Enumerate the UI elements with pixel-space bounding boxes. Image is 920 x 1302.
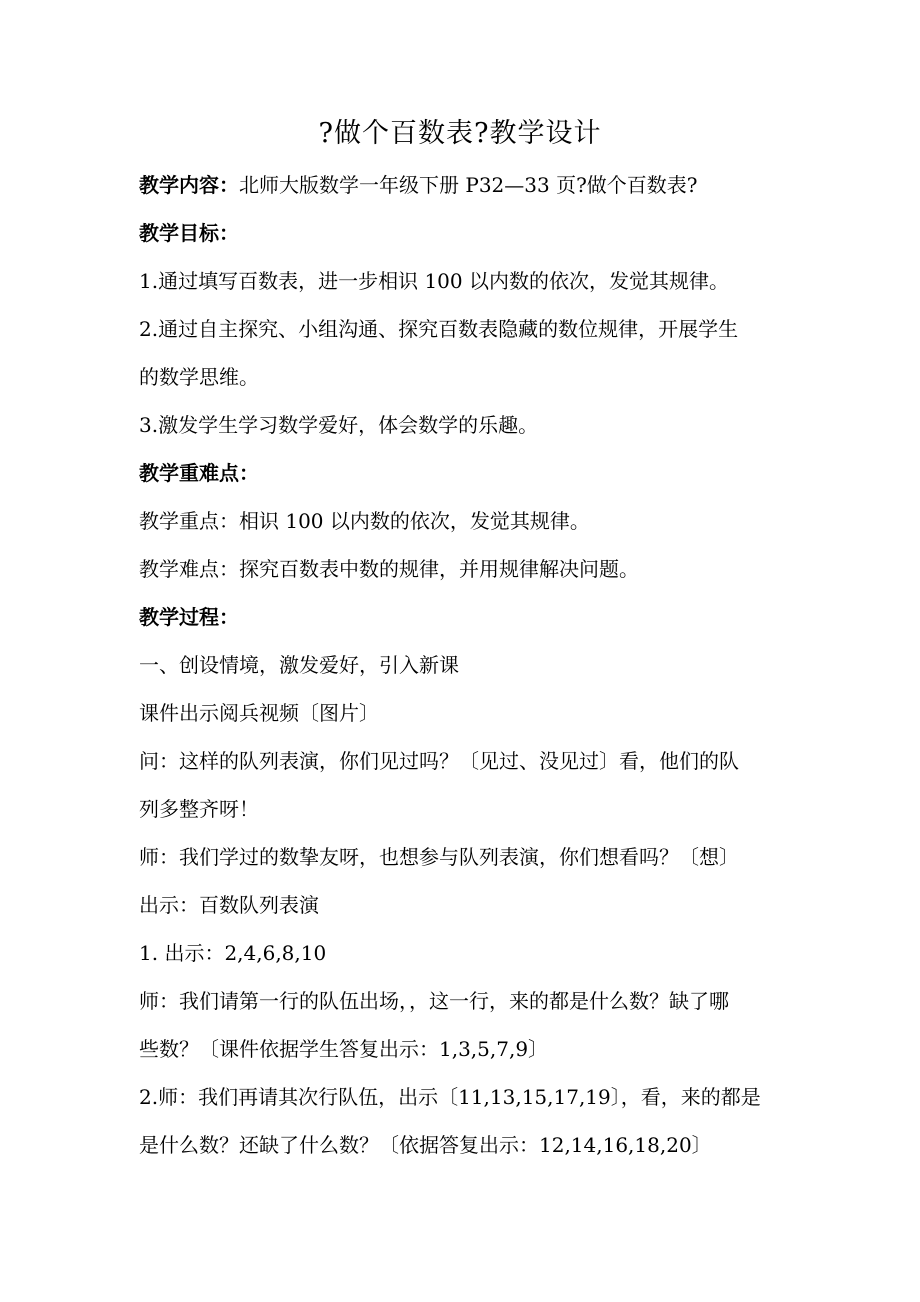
process-paragraph-7-line-2: 是什么数？还缺了什么数？〔依据答复出示：12,14,16,18,20〕 <box>139 1133 712 1157</box>
goal-item-1: 1.通过填写百数表，进一步相识 100 以内数的依次，发觉其规律。 <box>139 269 729 293</box>
difficult-point: 教学难点：探究百数表中数的规律，并用规律解决问题。 <box>139 557 639 581</box>
process-paragraph-4: 出示：百数队列表演 <box>139 893 319 917</box>
teaching-content-text: 北师大版数学一年级下册 P32—33 页?做个百数表? <box>239 173 698 197</box>
document-title: ?做个百数表?教学设计 <box>318 118 602 149</box>
process-paragraph-6-line-1: 师：我们请第一行的队伍出场，，这一行，来的都是什么数？缺了哪 <box>139 989 729 1013</box>
key-points-heading: 教学重难点： <box>139 461 259 485</box>
teaching-content-label: 教学内容： <box>139 173 239 197</box>
goal-item-2-line-2: 的数学思维。 <box>139 365 259 389</box>
key-point: 教学重点：相识 100 以内数的依次，发觉其规律。 <box>139 509 590 533</box>
goals-heading: 教学目标： <box>139 221 239 245</box>
process-paragraph-2-line-1: 问：这样的队列表演，你们见过吗？〔见过、没见过〕看，他们的队 <box>139 749 739 773</box>
goal-item-3: 3.激发学生学习数学爱好，体会数学的乐趣。 <box>139 413 539 437</box>
process-paragraph-7-line-1: 2.师：我们再请其次行队伍，出示〔11,13,15,17,19〕，看，来的都是 <box>139 1085 761 1109</box>
process-paragraph-6-line-2: 些数？〔课件依据学生答复出示：1,3,5,7,9〕 <box>139 1037 549 1061</box>
process-paragraph-5: 1. 出示：2,4,6,8,10 <box>139 941 327 965</box>
process-heading: 教学过程： <box>139 605 239 629</box>
teaching-content-line <box>139 170 698 200</box>
process-paragraph-3: 师：我们学过的数挚友呀，也想参与队列表演，你们想看吗？〔想〕 <box>139 845 739 869</box>
goal-item-2-line-1: 2.通过自主探究、小组沟通、探究百数表隐藏的数位规律，开展学生 <box>139 317 739 341</box>
process-paragraph-2-line-2: 列多整齐呀！ <box>139 797 259 821</box>
process-section-1: 一、创设情境，激发爱好，引入新课 <box>139 653 459 677</box>
process-paragraph-1: 课件出示阅兵视频〔图片〕 <box>139 701 379 725</box>
